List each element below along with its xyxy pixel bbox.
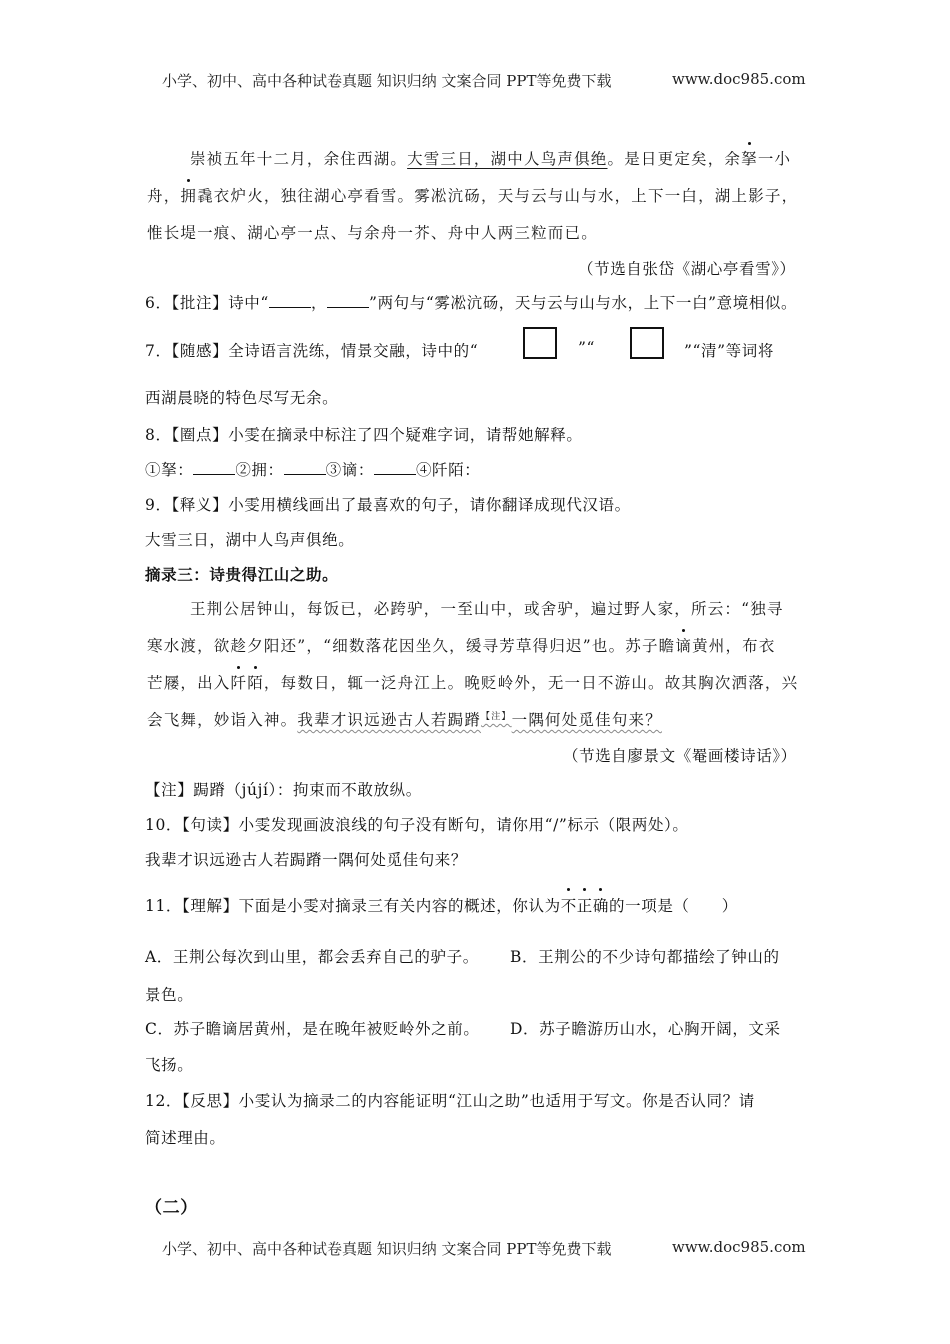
- excerpt2-line-3: 惟长堤一痕、湖心亭一点、与余舟一芥、舟中人两三粒而已。: [147, 224, 598, 242]
- excerpt2-line-2-rest: 毳衣炉火，独往湖心亭看雪。雾凇沆砀，天与云与山与水，上下一白，湖上影子，: [197, 187, 799, 205]
- excerpt2-line-1-end: 一小: [757, 150, 792, 168]
- question-7-continuation: 西湖晨晓的特色尽写无余。: [145, 389, 339, 407]
- question-8-blanks: [145, 458, 480, 480]
- option-b-continuation: 景色。: [145, 986, 194, 1004]
- annotation-note: 【注】跼蹐（jújí）：拘束而不敢放纵。: [145, 781, 422, 799]
- question-11: [145, 894, 738, 916]
- marked-word-mo: 陌: [247, 671, 264, 693]
- excerpt2-line-1-start: 崇祯五年十二月，余住西湖。: [190, 150, 408, 168]
- question-10: 10．【句读】小雯发现画波浪线的句子没有断句，请你用“/”标示（限两处）。: [145, 816, 689, 834]
- marked-word-na: 拏: [741, 147, 758, 169]
- wavy-sentence-part-2: 一隅何处觅佳句来？: [511, 711, 662, 729]
- section-heading: （二）: [145, 1198, 198, 1218]
- footer-left-text: 小学、初中、高中各种试卷真题 知识归纳 文案合同 PPT等免费下载: [162, 1240, 612, 1258]
- option-d-continuation: 飞扬。: [145, 1056, 194, 1074]
- q7-answer-box-1[interactable]: [523, 327, 557, 359]
- option-c[interactable]: C．苏子瞻谪居黄州，是在晚年被贬岭外之前。: [145, 1020, 480, 1038]
- emphasis-char-que: 确: [593, 894, 609, 916]
- q8-blank-3[interactable]: [374, 460, 416, 475]
- question-6: [145, 291, 797, 313]
- excerpt2-source: （节选自张岱《湖心亭看雪》）: [578, 260, 796, 278]
- q8-blank-1[interactable]: [193, 460, 235, 475]
- excerpt3-title: 摘录三：诗贵得江山之助。: [145, 565, 339, 584]
- header-left-text: 小学、初中、高中各种试卷真题 知识归纳 文案合同 PPT等免费下载: [162, 72, 612, 90]
- question-7-suffix: ”“清”等词将: [684, 342, 774, 360]
- question-12: 12．【反思】小雯认为摘录二的内容能证明“江山之助”也适用于写文。你是否认同？请: [145, 1092, 755, 1110]
- question-8: 8．【圈点】小雯在摘录中标注了四个疑难字词，请帮她解释。: [145, 426, 583, 444]
- question-9: 9．【释义】小雯用横线画出了最喜欢的句子，请你翻译成现代汉语。: [145, 496, 631, 514]
- option-d[interactable]: D．苏子瞻游历山水，心胸开阔，文采: [510, 1020, 781, 1038]
- question-10-sentence: 我辈才识远逊古人若跼蹐一隅何处觅佳句来？: [145, 851, 468, 869]
- underlined-sentence: 大雪三日，湖中人鸟声俱绝: [407, 150, 608, 168]
- marked-word-qian: 阡: [231, 671, 248, 693]
- q8-item-3: ③谪：: [325, 461, 374, 479]
- q8-item-4: ④阡陌：: [415, 461, 481, 479]
- q8-blank-2[interactable]: [284, 460, 326, 475]
- marked-word-zhe: 谪: [675, 634, 692, 656]
- excerpt3-line-2-start: 寒水渡，欲趁夕阳还”，“细数落花因坐久，缓寻芳草得归迟”也。苏子瞻: [147, 637, 676, 655]
- excerpt3-line-2: [147, 634, 776, 656]
- excerpt3-line-3-start: 芒屦，出入: [147, 674, 231, 692]
- footer-website: www.doc985.com: [672, 1238, 806, 1256]
- excerpt2-line-2: [147, 184, 798, 206]
- option-a[interactable]: A．王荆公每次到山里，都会丢弃自己的驴子。: [145, 948, 479, 966]
- q11-text-a: 11．【理解】下面是小雯对摘录三有关内容的概述，你认为: [145, 897, 561, 915]
- q6-blank-2[interactable]: [327, 293, 369, 308]
- excerpt2-line-2-start: 舟，: [147, 187, 181, 205]
- option-b[interactable]: B．王荆公的不少诗句都描绘了钟山的: [510, 948, 780, 966]
- excerpt3-line-3: [147, 671, 798, 693]
- question-7-mid: ”“: [578, 339, 596, 357]
- excerpt3-source: （节选自廖景文《罨画楼诗话》）: [563, 747, 797, 765]
- note-marker: 【注】: [481, 711, 512, 722]
- emphasis-char-bu: 不: [561, 894, 577, 916]
- q6-text-c: ”两句与“雾凇沆砀，天与云与山与水，上下一白”意境相似。: [369, 294, 798, 312]
- excerpt3-line-3-end: ，每数日，辄一泛舟江上。晚贬岭外，无一日不游山。故其胸次洒落，兴: [263, 674, 799, 692]
- q7-answer-box-2[interactable]: [630, 327, 664, 359]
- q8-item-1: ①拏：: [145, 461, 194, 479]
- header-website: www.doc985.com: [672, 70, 806, 88]
- q6-text-a: 6．【批注】诗中“: [145, 294, 269, 312]
- question-12-continuation: 简述理由。: [145, 1129, 226, 1147]
- marked-word-yong: 拥: [180, 184, 197, 206]
- wavy-sentence-part-1: 我辈才识远逊古人若跼蹐: [297, 711, 482, 729]
- question-7-prefix: 7．【随感】全诗语言洗练，情景交融，诗中的“: [145, 342, 479, 360]
- emphasis-char-zheng: 正: [577, 894, 593, 916]
- excerpt3-line-1: 王荆公居钟山，每饭已，必跨驴，一至山中，或舍驴，遍过野人家，所云：“独寻: [190, 600, 784, 618]
- question-9-sentence: 大雪三日，湖中人鸟声俱绝。: [145, 531, 355, 549]
- excerpt3-line-4: [147, 708, 662, 730]
- excerpt2-line-1: [190, 147, 791, 169]
- q6-blank-1[interactable]: [269, 293, 311, 308]
- excerpt3-line-2-end: 黄州，布衣: [692, 637, 776, 655]
- q8-item-2: ②拥：: [235, 461, 284, 479]
- q11-text-b: 的一项是（ ）: [609, 897, 738, 915]
- excerpt2-line-1-mid: 。是日更定矣，余: [607, 150, 742, 168]
- q6-text-b: ，: [310, 294, 328, 312]
- excerpt3-line-4-start: 会飞舞，妙诣入神。: [147, 711, 298, 729]
